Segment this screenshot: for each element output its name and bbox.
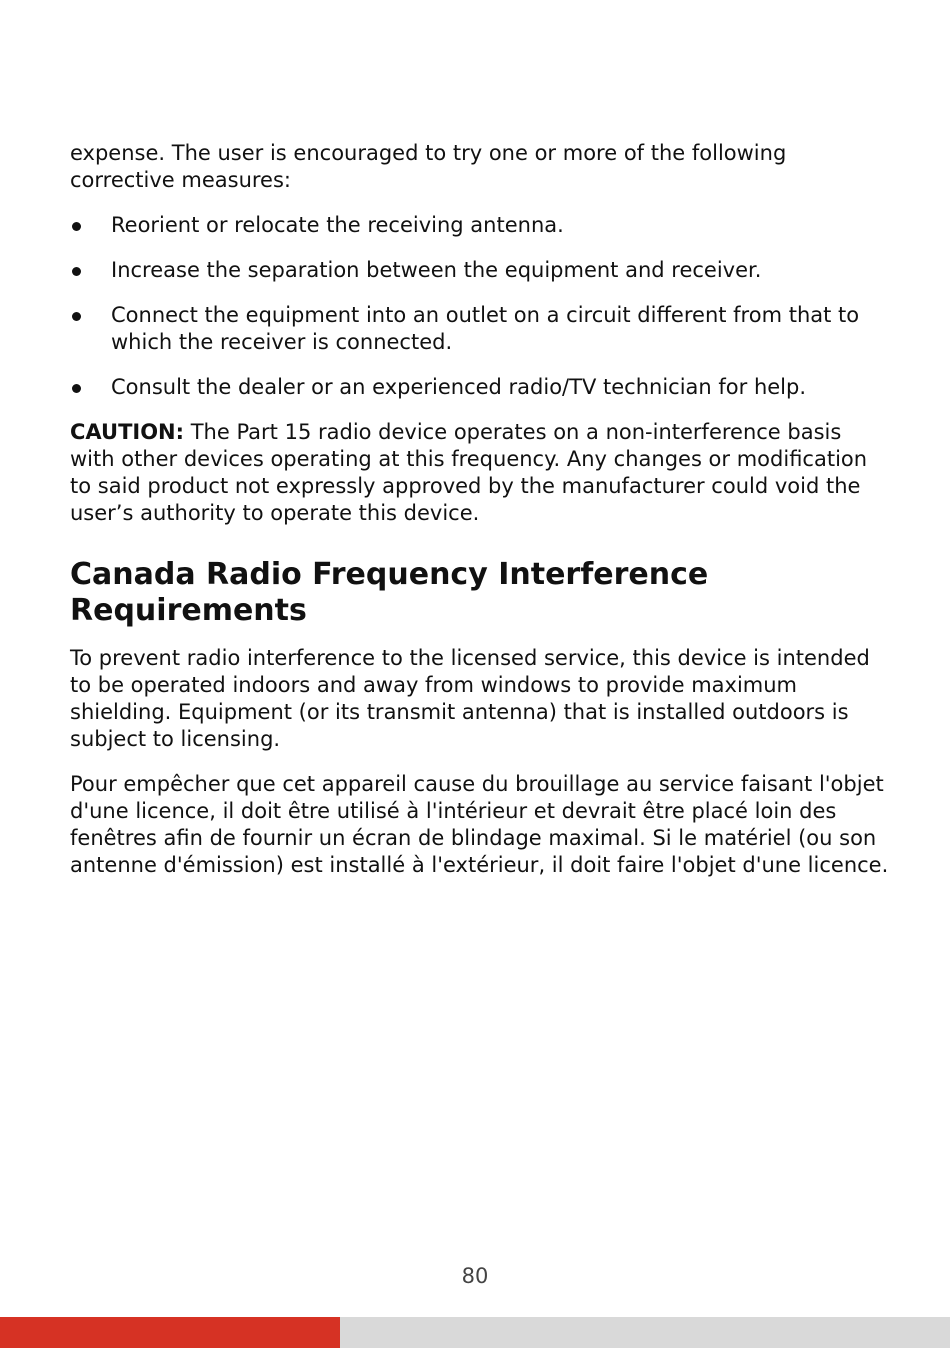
list-item (70, 212, 890, 239)
list-item-text: Increase the separation between the equipment and receiver. (111, 258, 762, 282)
list-item-text: Connect the equipment into an outlet on a circuit different from that to which the receiver is connected. (111, 303, 860, 354)
caution-text: The Part 15 radio device operates on a non-interference basis with other devices operating at this frequency. Any changes or modification to said product not expressly approved by the manufacturer could void the user’s authority to operate this device. (70, 420, 868, 525)
list-item (70, 374, 890, 401)
intro-paragraph: expense. The user is encouraged to try one or more of the following corrective measures: (70, 141, 787, 192)
list-item-text: Consult the dealer or an experienced radio/TV technician for help. (111, 375, 807, 399)
page-number: 80 (461, 1264, 489, 1288)
english-paragraph: To prevent radio interference to the licensed service, this device is intended to be operated indoors and away from windows to provide maximum shielding. Equipment (or its transmit antenna) that is installed outdoors is subject to licensing. (70, 646, 870, 751)
french-paragraph: Pour empêcher que cet appareil cause du brouillage au service faisant l'objet d'une licence, il doit être utilisé à l'intérieur et devrait être placé loin des fenêtres afin de fournir un écran de blindage maximal. Si le matériel (ou son antenne d'émission) est installé à l'extérieur, il doit faire l'objet d'une licence. (70, 772, 889, 877)
bullet-icon (72, 384, 81, 393)
list-item-text: Reorient or relocate the receiving antenna. (111, 213, 564, 237)
footer-accent (0, 1317, 340, 1348)
list-item (70, 257, 890, 284)
list-item (70, 302, 890, 356)
caution-paragraph (70, 419, 890, 527)
footer-bar (0, 1317, 950, 1348)
section-heading: Canada Radio Frequency Interference Requirements (70, 557, 709, 628)
bullet-icon (72, 222, 81, 231)
corrective-measures-list (70, 212, 890, 401)
document-page (70, 140, 890, 897)
bullet-icon (72, 312, 81, 321)
caution-label: CAUTION: (70, 420, 185, 444)
bullet-icon (72, 267, 81, 276)
